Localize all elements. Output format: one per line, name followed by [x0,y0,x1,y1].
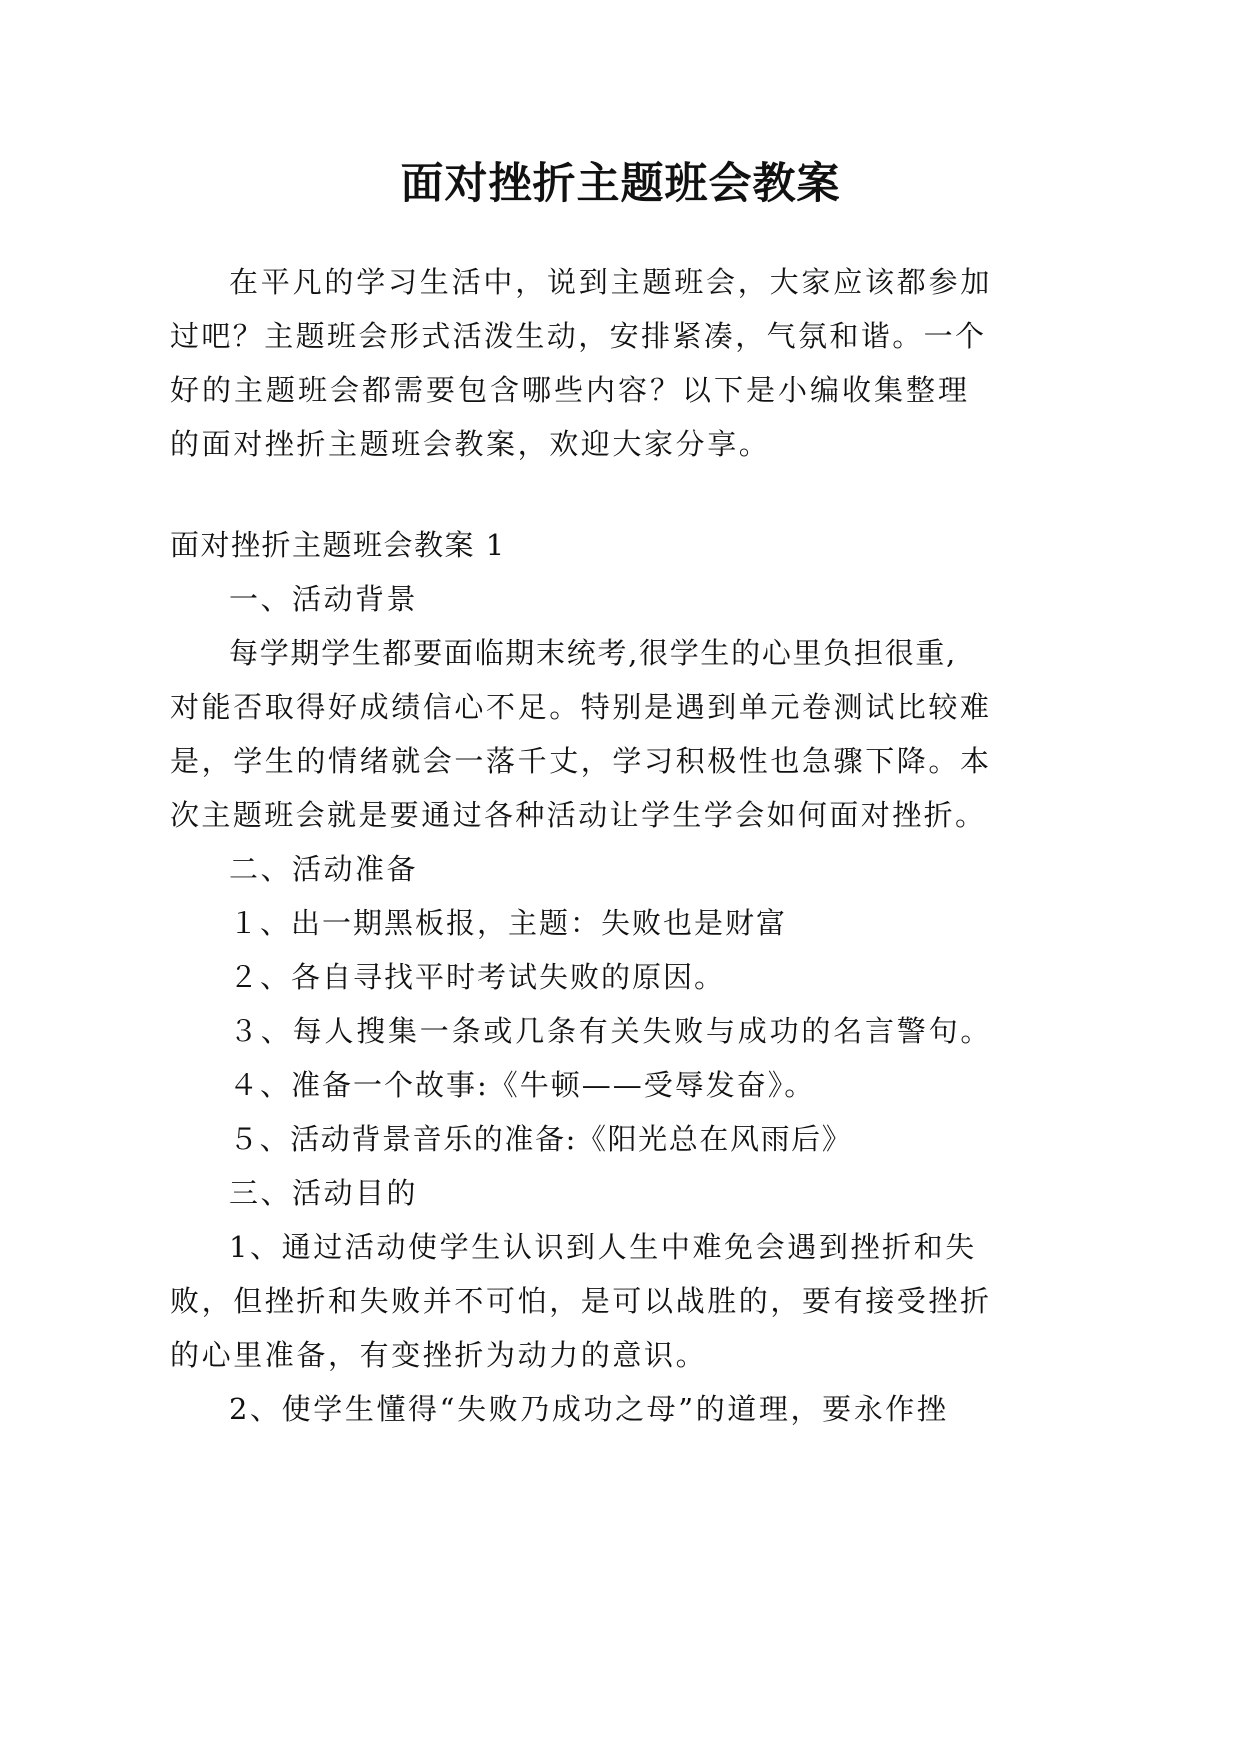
prep-item-1: １、出一期黑板报，主题：失败也是财富 [229,906,788,940]
intro-line-4: 的面对挫折主题班会教案，欢迎大家分享。 [170,427,771,461]
goal-line-4: 2、使学生懂得“失败乃成功之母”的道理，要永作挫 [229,1392,949,1426]
goal-line-1: 1、通过活动使学生认识到人生中难免会遇到挫折和失 [229,1230,977,1264]
goal-line-2: 败，但挫折和失败并不可怕，是可以战胜的，要有接受挫折 [170,1284,992,1318]
prep-item-3: ３、每人搜集一条或几条有关失败与成功的名言警句。 [229,1014,993,1048]
background-line-1: 每学期学生都要面临期末统考,很学生的心里负担很重, [229,636,957,670]
background-line-4: 次主题班会就是要通过各种活动让学生学会如何面对挫折。 [170,798,987,832]
intro-line-1: 在平凡的学习生活中，说到主题班会，大家应该都参加 [229,265,993,299]
section-heading: 面对挫折主题班会教案 1 [170,528,506,562]
prep-item-4: ４、准备一个故事:《牛顿——受辱发奋》。 [229,1068,816,1102]
prep-item-5: ５、活动背景音乐的准备:《阳光总在风雨后》 [229,1122,853,1156]
prep-item-2: ２、各自寻找平时考试失败的原因。 [229,960,726,994]
background-line-2: 对能否取得好成绩信心不足。特别是遇到单元卷测试比较难 [170,690,992,724]
prep-heading: 二、活动准备 [229,852,419,886]
background-heading: 一、活动背景 [229,582,419,616]
intro-line-3: 好的主题班会都需要包含哪些内容？以下是小编收集整理 [170,373,971,407]
background-line-3: 是，学生的情绪就会一落千丈，学习积极性也急骤下降。本 [170,744,992,778]
goal-heading: 三、活动目的 [229,1176,419,1210]
intro-line-2: 过吧？主题班会形式活泼生动，安排紧凑，气氛和谐。一个 [170,319,987,353]
document-title: 面对挫折主题班会教案 [400,159,841,209]
goal-line-3: 的心里准备，有变挫折为动力的意识。 [170,1338,708,1372]
